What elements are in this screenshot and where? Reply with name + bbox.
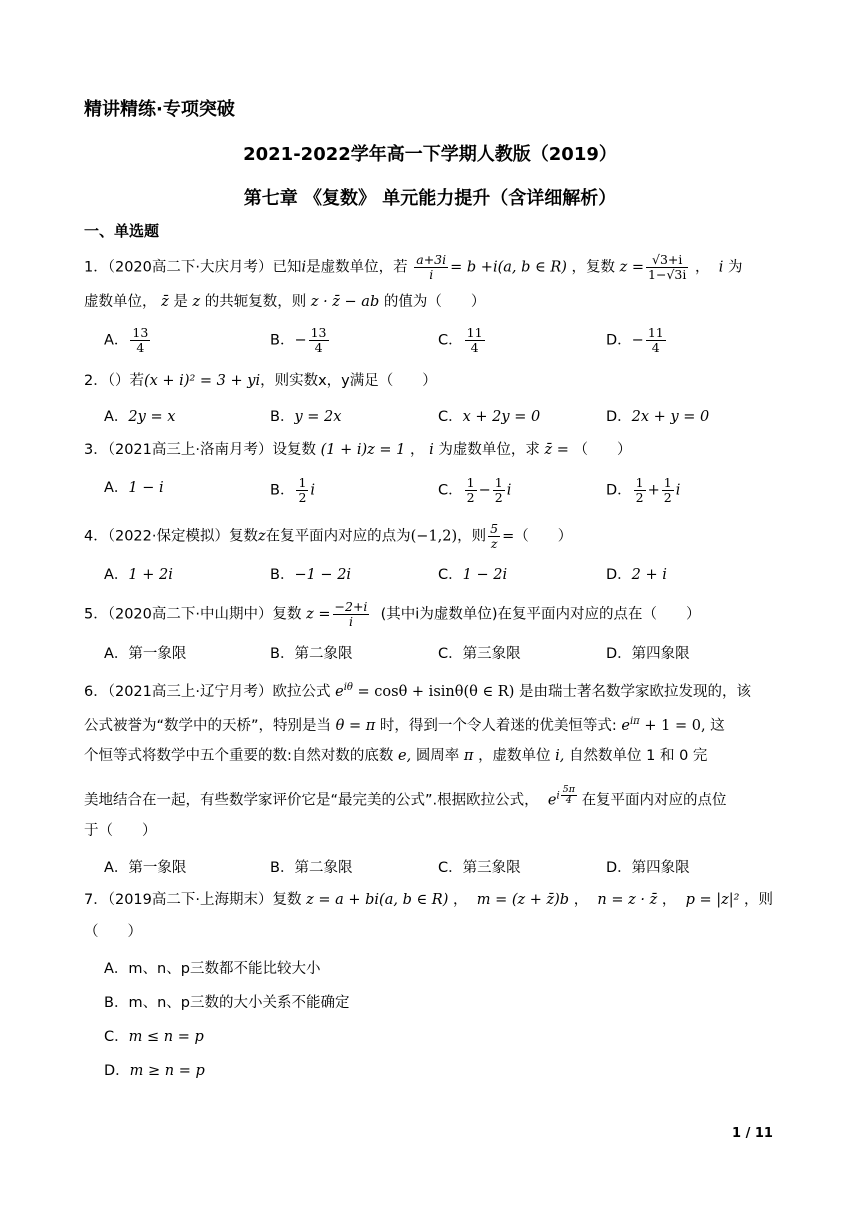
question-7-line-2: （ ） [84, 924, 142, 940]
question-4-option-a[interactable]: A．1 + 2i [104, 567, 173, 583]
question-6-option-a[interactable]: A．第一象限 [104, 860, 187, 876]
question-6-line-1: 6．（2021高三上·辽宁月考）欧拉公式 $e^{i\theta} = \cos\theta + isin\theta(\theta$ ∈ R) 是由瑞士著名数学家欧拉发现的，该 [84, 682, 751, 700]
question-4-option-c[interactable]: C．1 − 2i [438, 567, 508, 583]
question-7-option-c[interactable]: C．m ≤ n = p [104, 1029, 204, 1045]
question-6-option-d[interactable]: D．第四象限 [606, 860, 690, 876]
question-6-line-5: 于（ ） [84, 823, 157, 839]
question-7-option-d[interactable]: D．m ≥ n = p [104, 1063, 205, 1079]
question-1-option-a[interactable]: A． $\frac{13}{4}$ [104, 325, 149, 355]
question-4-option-b[interactable]: B．−1 − 2i [270, 567, 352, 583]
question-1-line-1: 1．（2020高二下·大庆月考）已知i是虚数单位，若 $\frac{a+3i}{i}$ = b +i(a, b ∈ R) ，复数 z = $\frac{√3+i}{1-√3i}$ ， i 为 [84, 252, 743, 282]
question-3-stem: 3．（2021高三上·洛南月考）设复数 (1 + i)z = 1 ， i 为虚数单位，求 z̄ = （ ） [84, 442, 632, 458]
question-2-option-c[interactable]: C．x + 2y = 0 [438, 409, 541, 425]
question-5-option-b[interactable]: B．第二象限 [270, 646, 353, 662]
question-1-option-d[interactable]: D．− $\frac{11}{4}$ [606, 325, 664, 355]
question-4-option-d[interactable]: D．2 + i [606, 567, 667, 583]
question-5-option-c[interactable]: C．第三象限 [438, 646, 521, 662]
question-2-option-a[interactable]: A．2y = x [104, 409, 176, 425]
question-5-option-a[interactable]: A．第一象限 [104, 646, 187, 662]
question-5-option-d[interactable]: D．第四象限 [606, 646, 690, 662]
document-subtitle: 第七章 《复数》 单元能力提升（含详细解析） [243, 188, 617, 209]
question-5-stem: 5．（2020高二下·中山期中）复数 z = $\frac{-2+i}{i}$ (其中i为虚数单位)在复平面内对应的点在（ ） [84, 599, 701, 629]
question-2-option-d[interactable]: D．2x + y = 0 [606, 409, 710, 425]
question-6-option-c[interactable]: C．第三象限 [438, 860, 521, 876]
question-1-option-c[interactable]: C． $\frac{11}{4}$ [438, 325, 483, 355]
question-6-line-4: 美地结合在一起，有些数学家评价它是“最完美的公式”.根据欧拉公式， ei $\frac{5\pi}{4}$ 在复平面内对应的点位 [84, 784, 727, 809]
question-7-line-1: 7．（2019高二下·上海期末）复数 z = a + bi(a, b ∈ R) ， m = (z + z̄)b ， n = z · z̄ ， p = |z|² ，则 [84, 892, 774, 908]
question-3-option-a[interactable]: A．1 − i [104, 480, 164, 496]
question-7-option-a[interactable]: A．m、n、p三数都不能比较大小 [104, 961, 321, 977]
question-6-line-2: 公式被誉为“数学中的天桥”，特别是当 θ = π 时，得到一个令人着迷的优美恒等式: $e^{i\pi} + 1 = 0$, 这 [84, 716, 725, 734]
brand-header: 精讲精练·专项突破 [84, 99, 235, 120]
document-title: 2021-2022学年高一下学期人教版（2019） [243, 144, 617, 165]
section-heading: 一、单选题 [84, 222, 160, 240]
question-1-option-b[interactable]: B．− $\frac{13}{4}$ [270, 325, 327, 355]
question-4-stem: 4．（2022·保定模拟）复数z在复平面内对应的点为(−1,2)，则 $\frac{5}{z}$ =（ ） [84, 521, 573, 551]
question-6-option-b[interactable]: B．第二象限 [270, 860, 353, 876]
question-2-stem: 2．（）若(x + i)² = 3 + yi，则实数x，y满足（ ） [84, 373, 437, 389]
question-2-option-b[interactable]: B．y = 2x [270, 409, 342, 425]
question-3-option-d[interactable]: D． $\frac{1}{2}$ + $\frac{1}{2}$ i [606, 475, 681, 505]
page-number: 1 / 11 [732, 1126, 773, 1141]
question-3-option-c[interactable]: C． $\frac{1}{2}$ − $\frac{1}{2}$ i [438, 475, 512, 505]
question-6-line-3: 个恒等式将数学中五个重要的数:自然对数的底数 e, 圆周率 π ，虚数单位 i, 自然数单位 1 和 0 完 [84, 748, 708, 764]
question-7-option-b[interactable]: B．m、n、p三数的大小关系不能确定 [104, 995, 350, 1011]
question-1-line-2: 虚数单位， z̄ 是 z 的共轭复数，则 z · z̄ − ab 的值为（ ） [84, 294, 486, 310]
question-3-option-b[interactable]: B． $\frac{1}{2}$ i [270, 475, 316, 505]
